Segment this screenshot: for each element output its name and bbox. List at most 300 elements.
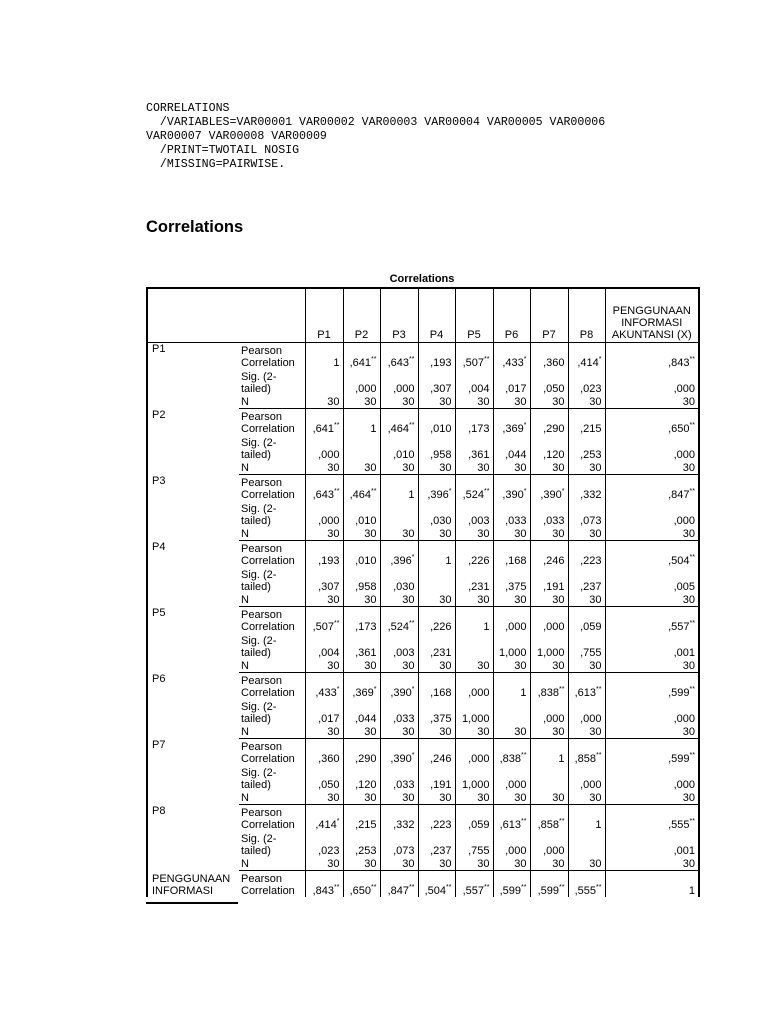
stat-label: Pearson Correlation <box>241 477 295 501</box>
pearson-cell <box>380 739 418 766</box>
stat-label: Pearson Correlation <box>241 807 295 831</box>
significance-marker: ** <box>596 752 602 759</box>
value-text: 30 <box>589 858 602 870</box>
value-text: 30 <box>589 396 602 408</box>
pearson-cell <box>343 673 380 700</box>
value-text: ,858 <box>574 753 597 765</box>
n-cell <box>343 593 380 607</box>
stat-label: N <box>239 857 305 871</box>
value-text: ,000 <box>505 779 527 791</box>
pearson-cell <box>568 409 605 436</box>
n-cell <box>305 593 343 607</box>
value-text: 30 <box>514 792 527 804</box>
value-text: 30 <box>364 726 377 738</box>
value-text: 30 <box>477 726 490 738</box>
value-text: 30 <box>364 528 377 540</box>
pearson-cell <box>305 673 343 700</box>
value-text: 30 <box>327 396 340 408</box>
value-text: ,073 <box>580 515 602 527</box>
value-text: 30 <box>402 528 415 540</box>
n-cell <box>568 725 605 739</box>
sig-cell <box>343 699 380 725</box>
sig-cell <box>530 765 568 791</box>
value-text: 1 <box>370 423 377 435</box>
sig-cell <box>493 699 530 725</box>
value-text: ,958 <box>430 449 452 461</box>
stat-label: Pearson Correlation <box>241 345 295 369</box>
sig-cell <box>568 765 605 791</box>
value-text: 30 <box>589 528 602 540</box>
pearson-cell <box>343 739 380 766</box>
value-text: ,433 <box>315 687 337 699</box>
stat-label: N <box>239 791 305 805</box>
n-cell <box>418 725 455 739</box>
significance-marker: * <box>598 356 602 363</box>
pearson-cell <box>418 871 455 898</box>
significance-marker: ** <box>559 818 565 825</box>
n-cell <box>418 857 455 871</box>
syntax-block: CORRELATIONS /VARIABLES=VAR00001 VAR00002 VAR00003 VAR00004 VAR00005 VAR00006 VAR00007 VAR00008 VAR00009 /PRINT=TWOTAIL NOSIG /MISSING=PAIRWISE. <box>146 102 606 171</box>
stat-label: Sig. (2-tailed) <box>241 635 277 659</box>
n-cell <box>418 593 455 607</box>
column-header: P3 <box>380 288 418 343</box>
significance-marker: ** <box>689 356 695 363</box>
pearson-cell <box>380 409 418 436</box>
n-cell <box>605 791 699 805</box>
pearson-cell <box>455 541 493 568</box>
sig-cell <box>305 699 343 725</box>
value-text: 1 <box>408 489 415 501</box>
value-text: ,360 <box>318 753 340 765</box>
n-cell <box>493 791 530 805</box>
sig-cell <box>493 369 530 395</box>
n-cell <box>568 791 605 805</box>
pearson-cell <box>605 541 699 568</box>
stat-label: N <box>239 395 305 409</box>
significance-marker: * <box>336 818 340 825</box>
pearson-cell <box>493 541 530 568</box>
n-cell <box>380 659 418 673</box>
value-text: ,253 <box>580 449 602 461</box>
value-text: 1 <box>558 753 565 765</box>
value-text: ,390 <box>540 489 562 501</box>
value-text: ,191 <box>430 779 452 791</box>
pearson-cell <box>305 739 343 766</box>
value-text: 30 <box>327 528 340 540</box>
significance-marker: ** <box>689 818 695 825</box>
value-text: 1,000 <box>461 713 490 725</box>
pearson-cell <box>530 343 568 370</box>
n-cell <box>568 659 605 673</box>
stat-label: Sig. (2-tailed) <box>241 569 277 593</box>
n-cell <box>305 725 343 739</box>
n-cell <box>380 527 418 541</box>
pearson-cell <box>568 739 605 766</box>
value-text: 30 <box>402 726 415 738</box>
pearson-cell <box>530 871 568 898</box>
sig-cell <box>343 633 380 659</box>
n-cell <box>343 659 380 673</box>
value-text: ,838 <box>537 687 560 699</box>
n-cell <box>568 527 605 541</box>
value-text: 30 <box>327 792 340 804</box>
value-text: 30 <box>439 858 452 870</box>
value-text: ,396 <box>390 555 412 567</box>
row-label: P8 <box>147 805 239 871</box>
value-text: ,643 <box>387 357 410 369</box>
pearson-cell <box>605 607 699 634</box>
sig-cell <box>605 699 699 725</box>
value-text: ,858 <box>537 819 560 831</box>
stat-label: Sig. (2-tailed) <box>241 371 277 395</box>
n-cell <box>605 593 699 607</box>
value-text: ,555 <box>668 819 690 831</box>
value-text: ,173 <box>468 423 490 435</box>
n-cell <box>493 461 530 475</box>
value-text: 30 <box>439 528 452 540</box>
value-text: ,000 <box>580 779 602 791</box>
value-text: ,193 <box>430 357 452 369</box>
value-text: ,003 <box>468 515 490 527</box>
pearson-cell <box>305 409 343 436</box>
significance-marker: ** <box>521 884 527 891</box>
column-header: PENGGUNAAN INFORMASI AKUNTANSI (X) <box>605 288 699 343</box>
n-cell <box>343 857 380 871</box>
value-text: 1,000 <box>498 647 527 659</box>
n-cell <box>605 857 699 871</box>
value-text: 1 <box>688 885 695 897</box>
sig-cell <box>380 633 418 659</box>
significance-marker: ** <box>596 686 602 693</box>
n-cell <box>343 461 380 475</box>
sig-cell <box>530 501 568 527</box>
pearson-cell <box>305 541 343 568</box>
pearson-cell <box>530 607 568 634</box>
value-text: ,755 <box>580 647 602 659</box>
value-text: ,000 <box>318 449 340 461</box>
value-text: 30 <box>552 792 565 804</box>
significance-marker: ** <box>371 356 377 363</box>
significance-marker: ** <box>689 620 695 627</box>
value-text: ,390 <box>502 489 524 501</box>
value-text: 30 <box>327 594 340 606</box>
sig-cell <box>493 765 530 791</box>
value-text: 30 <box>514 462 527 474</box>
pearson-cell <box>568 541 605 568</box>
value-text: ,000 <box>468 753 490 765</box>
value-text: 30 <box>402 792 415 804</box>
value-text: ,044 <box>505 449 527 461</box>
stat-label: Pearson Correlation <box>241 543 295 567</box>
value-text: 30 <box>364 858 377 870</box>
value-text: ,223 <box>580 555 602 567</box>
pearson-cell <box>343 475 380 502</box>
value-text: 30 <box>364 462 377 474</box>
value-text: 30 <box>477 396 490 408</box>
value-text: ,843 <box>312 885 335 897</box>
stat-label: Pearson Correlation <box>241 675 295 699</box>
stat-label: N <box>239 593 305 607</box>
value-text: ,755 <box>468 845 490 857</box>
value-text: 30 <box>682 660 695 672</box>
stat-label: Sig. (2-tailed) <box>241 437 277 461</box>
value-text: ,599 <box>668 753 690 765</box>
stat-label: Pearson Correlation <box>241 873 295 897</box>
sig-cell <box>305 765 343 791</box>
pearson-cell <box>493 673 530 700</box>
value-text: 30 <box>402 660 415 672</box>
pearson-cell <box>568 607 605 634</box>
pearson-cell <box>418 409 455 436</box>
value-text: ,010 <box>355 555 377 567</box>
value-text: 30 <box>402 594 415 606</box>
n-cell <box>605 725 699 739</box>
value-text: ,010 <box>393 449 415 461</box>
stat-label: Sig. (2-tailed) <box>241 833 277 857</box>
sig-cell <box>455 831 493 857</box>
value-text: 30 <box>552 726 565 738</box>
value-text: 30 <box>682 792 695 804</box>
value-text: ,290 <box>355 753 377 765</box>
row-label: P2 <box>147 409 239 475</box>
value-text: ,000 <box>505 845 527 857</box>
value-text: 30 <box>552 528 565 540</box>
n-cell <box>380 593 418 607</box>
value-text: ,000 <box>468 687 490 699</box>
sig-cell <box>380 765 418 791</box>
significance-marker: ** <box>521 752 527 759</box>
significance-marker: ** <box>484 356 490 363</box>
value-text: ,643 <box>312 489 335 501</box>
sig-cell <box>305 369 343 395</box>
row-label: P3 <box>147 475 239 541</box>
n-cell <box>568 461 605 475</box>
stat-label: Pearson Correlation <box>241 411 295 435</box>
value-text: ,504 <box>424 885 447 897</box>
sig-cell <box>455 567 493 593</box>
significance-marker: * <box>448 488 452 495</box>
n-cell <box>568 593 605 607</box>
n-cell <box>493 527 530 541</box>
value-text: ,847 <box>668 489 690 501</box>
column-header: P6 <box>493 288 530 343</box>
sig-cell <box>418 369 455 395</box>
value-text: ,307 <box>318 581 340 593</box>
pearson-cell <box>305 343 343 370</box>
sig-cell <box>530 633 568 659</box>
sig-cell <box>605 435 699 461</box>
significance-marker: * <box>411 752 415 759</box>
n-cell <box>493 395 530 409</box>
n-cell <box>493 659 530 673</box>
sig-cell <box>605 765 699 791</box>
pearson-cell <box>568 475 605 502</box>
sig-cell <box>305 501 343 527</box>
n-cell <box>343 395 380 409</box>
value-text: 30 <box>552 462 565 474</box>
pearson-cell <box>493 475 530 502</box>
column-header: P5 <box>455 288 493 343</box>
sig-cell <box>380 699 418 725</box>
value-text: ,000 <box>505 621 527 633</box>
significance-marker: ** <box>689 488 695 495</box>
value-text: ,191 <box>543 581 565 593</box>
sig-cell <box>605 567 699 593</box>
stat-label: N <box>239 659 305 673</box>
value-text: ,120 <box>355 779 377 791</box>
significance-marker: * <box>336 686 340 693</box>
value-text: ,050 <box>318 779 340 791</box>
n-cell <box>455 857 493 871</box>
n-cell <box>455 593 493 607</box>
sig-cell <box>418 501 455 527</box>
value-text: ,059 <box>580 621 602 633</box>
n-cell <box>418 527 455 541</box>
significance-marker: ** <box>409 620 415 627</box>
column-header: P7 <box>530 288 568 343</box>
stat-label: Pearson Correlation <box>241 609 295 633</box>
n-cell <box>493 725 530 739</box>
pearson-cell <box>455 343 493 370</box>
n-cell <box>418 791 455 805</box>
value-text: ,223 <box>430 819 452 831</box>
value-text: ,307 <box>430 383 452 395</box>
significance-marker: ** <box>334 488 340 495</box>
sig-cell <box>343 831 380 857</box>
pearson-cell <box>305 607 343 634</box>
column-header: P1 <box>305 288 343 343</box>
value-text: 30 <box>514 594 527 606</box>
value-text: 1 <box>483 621 490 633</box>
column-header: P8 <box>568 288 605 343</box>
pearson-cell <box>568 871 605 898</box>
value-text: ,193 <box>318 555 340 567</box>
value-text: ,613 <box>499 819 522 831</box>
value-text: 30 <box>402 858 415 870</box>
value-text: 30 <box>439 396 452 408</box>
value-text: ,360 <box>543 357 565 369</box>
sig-cell <box>418 567 455 593</box>
n-cell <box>380 725 418 739</box>
significance-marker: ** <box>484 884 490 891</box>
n-cell <box>455 725 493 739</box>
n-cell <box>530 527 568 541</box>
pearson-cell <box>455 607 493 634</box>
value-text: ,375 <box>430 713 452 725</box>
value-text: ,030 <box>430 515 452 527</box>
header-blank <box>147 288 239 343</box>
significance-marker: ** <box>689 554 695 561</box>
sig-cell <box>568 633 605 659</box>
sig-cell <box>418 699 455 725</box>
value-text: 30 <box>552 396 565 408</box>
value-text: ,033 <box>393 779 415 791</box>
n-cell <box>455 527 493 541</box>
value-text: ,843 <box>668 357 690 369</box>
value-text: ,004 <box>318 647 340 659</box>
value-text: 30 <box>364 792 377 804</box>
pearson-cell <box>343 607 380 634</box>
n-cell <box>530 461 568 475</box>
column-header: P2 <box>343 288 380 343</box>
value-text: ,599 <box>537 885 560 897</box>
value-text: ,246 <box>543 555 565 567</box>
value-text: ,030 <box>393 581 415 593</box>
value-text: ,000 <box>355 383 377 395</box>
value-text: ,396 <box>427 489 449 501</box>
value-text: ,215 <box>355 819 377 831</box>
sig-cell <box>493 633 530 659</box>
n-cell <box>493 857 530 871</box>
value-text: 30 <box>682 462 695 474</box>
value-text: ,010 <box>355 515 377 527</box>
value-text: ,650 <box>349 885 372 897</box>
n-cell <box>305 659 343 673</box>
value-text: ,361 <box>468 449 490 461</box>
value-text: ,173 <box>355 621 377 633</box>
significance-marker: ** <box>689 422 695 429</box>
pearson-cell <box>568 673 605 700</box>
pearson-cell <box>343 409 380 436</box>
sig-cell <box>455 369 493 395</box>
sig-cell <box>455 435 493 461</box>
value-text: ,001 <box>673 845 695 857</box>
n-cell <box>530 395 568 409</box>
n-cell <box>530 659 568 673</box>
n-cell <box>305 461 343 475</box>
sig-cell <box>380 831 418 857</box>
pearson-cell <box>568 805 605 832</box>
significance-marker: ** <box>446 884 452 891</box>
sig-cell <box>343 765 380 791</box>
pearson-cell <box>493 871 530 898</box>
value-text: ,033 <box>505 515 527 527</box>
value-text: 30 <box>477 660 490 672</box>
value-text: ,414 <box>577 357 599 369</box>
sig-cell <box>455 765 493 791</box>
stat-label: Sig. (2-tailed) <box>241 701 277 725</box>
value-text: 30 <box>514 726 527 738</box>
output-heading: Correlations <box>146 218 244 236</box>
sig-cell <box>343 435 380 461</box>
cut-off-underline <box>146 902 238 904</box>
pearson-cell <box>418 805 455 832</box>
value-text: 30 <box>327 462 340 474</box>
value-text: ,226 <box>430 621 452 633</box>
value-text: ,246 <box>430 753 452 765</box>
value-text: ,557 <box>462 885 485 897</box>
value-text: 30 <box>439 660 452 672</box>
n-cell <box>530 791 568 805</box>
value-text: 30 <box>514 528 527 540</box>
sig-cell <box>305 567 343 593</box>
value-text: ,641 <box>349 357 372 369</box>
sig-cell <box>530 567 568 593</box>
pearson-cell <box>418 343 455 370</box>
n-cell <box>530 593 568 607</box>
value-text: 1 <box>520 687 527 699</box>
sig-cell <box>380 435 418 461</box>
sig-cell <box>455 501 493 527</box>
value-text: 30 <box>682 726 695 738</box>
value-text: ,000 <box>318 515 340 527</box>
value-text: ,003 <box>393 647 415 659</box>
value-text: 30 <box>589 594 602 606</box>
stat-label: N <box>239 725 305 739</box>
correlation-table <box>146 287 700 897</box>
sig-cell <box>605 633 699 659</box>
value-text: 30 <box>439 462 452 474</box>
